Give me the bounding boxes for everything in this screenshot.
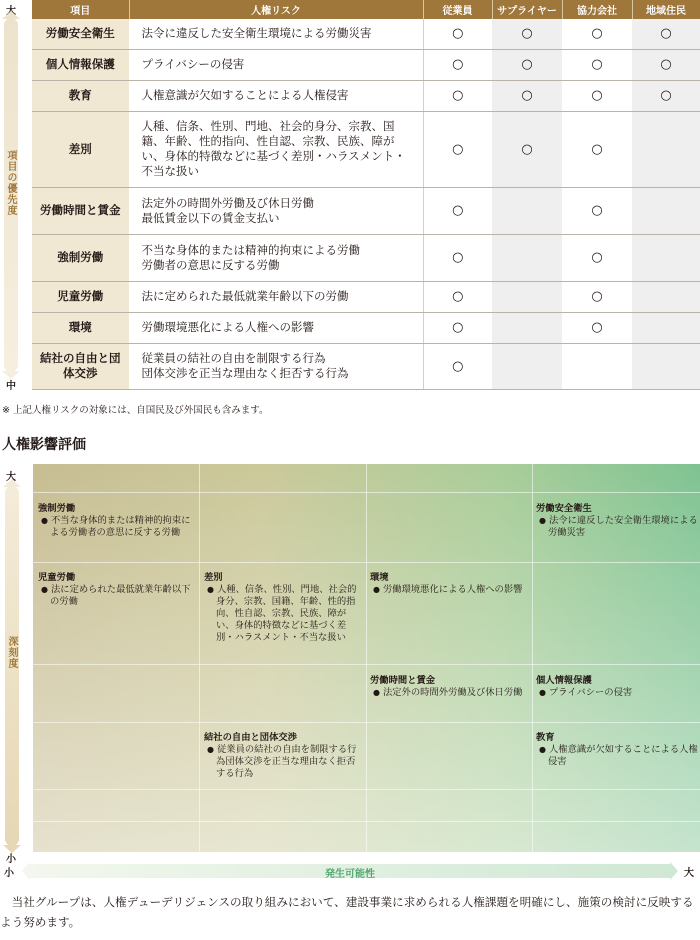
mark-employees: ○ <box>423 187 492 234</box>
matrix-cell-occupational-safety <box>536 503 698 539</box>
matrix-cell-education <box>536 732 698 768</box>
matrix-cell-forced-labor <box>38 503 198 539</box>
mark-partners: ○ <box>562 187 632 234</box>
mark-partners: ○ <box>562 234 632 281</box>
mark-suppliers: ○ <box>492 111 562 187</box>
mark-residents <box>632 111 700 187</box>
mark-residents: ○ <box>632 80 700 111</box>
risk-table-row <box>32 49 700 80</box>
matrix-cell-item: ● 労働環境悪化による人権への影響 <box>370 584 530 596</box>
impact-matrix <box>33 464 700 852</box>
priority-axis-bottom: 中 <box>6 381 16 392</box>
risk-table-row <box>32 234 700 281</box>
risk-description-line: 人権意識が欠如することによる人権侵害 <box>141 88 349 102</box>
header-category: 項目 <box>32 0 129 19</box>
risk-table-row <box>32 187 700 234</box>
risk-category: 環境 <box>32 312 129 343</box>
mark-employees: ○ <box>423 49 492 80</box>
matrix-cell-discrimination <box>204 572 364 644</box>
risk-description-line: 労働者の意思に反する労働 <box>141 257 280 272</box>
risk-description-line: 最低賃金以下の賃金支払い <box>141 210 280 225</box>
risk-description-line: 労働環境悪化による人権への影響 <box>141 320 314 334</box>
matrix-cell-item: ● 法定外の時間外労働及び休日労働 <box>370 687 530 699</box>
mark-partners: ○ <box>562 49 632 80</box>
matrix-cell-item: ● 従業員の結社の自由を制限する行為団体交渉を正当な理由なく拒否する行為 <box>204 744 364 780</box>
matrix-cell-item: ● 法令に違反した安全衛生環境による労働災害 <box>536 515 698 539</box>
matrix-cell-freedom-of-association <box>204 732 364 780</box>
mark-residents <box>632 281 700 312</box>
mark-partners: ○ <box>562 111 632 187</box>
priority-axis-label: 項目の優先度 <box>5 150 16 216</box>
mark-residents: ○ <box>632 19 700 49</box>
matrix-cell-title: 労働時間と賃金 <box>370 675 436 686</box>
priority-axis <box>0 0 22 392</box>
risk-description-line: 法令に違反した安全衛生環境による労働災害 <box>141 26 372 41</box>
mark-partners: ○ <box>562 80 632 111</box>
matrix-cell-item: ● プライバシーの侵害 <box>536 687 698 699</box>
risk-description-line: 法に定められた最低就業年齢以下の労働 <box>141 289 349 303</box>
mark-employees: ○ <box>423 111 492 187</box>
matrix-cell-title: 個人情報保護 <box>536 675 592 686</box>
likelihood-axis <box>0 858 700 888</box>
risk-description-line: 人種、信条、性別、門地、社会的身分、宗教、国籍、年齢、性的指向、性自認、宗教、民族、障がい、身体的特徴などに基づく差別・ハラスメント・不当な扱い <box>141 119 406 178</box>
header-suppliers: サプライヤー <box>492 0 562 19</box>
mark-residents <box>632 312 700 343</box>
matrix-cell-environment <box>370 572 530 596</box>
mark-employees: ○ <box>423 312 492 343</box>
risk-category: 結社の自由と団体交渉 <box>32 343 129 389</box>
likelihood-axis-bar <box>30 864 670 878</box>
mark-employees: ○ <box>423 19 492 49</box>
matrix-cell-title: 強制労働 <box>38 503 76 514</box>
severity-axis-label: 深刻度 <box>6 636 17 669</box>
mark-partners: ○ <box>562 19 632 49</box>
matrix-cell-item: ● 法に定められた最低就業年齢以下の労働 <box>38 584 198 608</box>
risk-description <box>129 312 423 343</box>
risk-description <box>129 234 423 281</box>
risk-category: 労働安全衛生 <box>32 19 129 49</box>
risk-table-row <box>32 343 700 389</box>
risk-table-row <box>32 19 700 49</box>
risk-description <box>129 343 423 389</box>
matrix-cell-item: ● 人種、信条、性別、門地、社会的身分、宗教、国籍、年齢、性的指向、性自認、宗教、民族、障がい、身体的特徴などに基づく差別・ハラスメント・不当な扱い <box>204 584 364 644</box>
mark-employees: ○ <box>423 234 492 281</box>
matrix-cell-item: ● 人権意識が欠如することによる人権侵害 <box>536 744 698 768</box>
matrix-cell-privacy <box>536 675 698 699</box>
risk-description <box>129 281 423 312</box>
risk-description-line: 従業員の結社の自由を制限する行為 <box>141 351 326 365</box>
risk-table-header <box>32 0 700 19</box>
risk-category: 個人情報保護 <box>32 49 129 80</box>
header-residents: 地域住民 <box>632 0 700 19</box>
mark-suppliers <box>492 187 562 234</box>
matrix-cell-title: 労働安全衛生 <box>536 503 592 514</box>
impact-assessment-title: 人権影響評価 <box>2 437 86 453</box>
mark-partners <box>562 343 632 389</box>
matrix-cell-title: 児童労働 <box>38 572 76 583</box>
risk-description-line: プライバシーの侵害 <box>141 57 245 71</box>
risk-category: 教育 <box>32 80 129 111</box>
risk-description <box>129 111 423 187</box>
closing-statement: 当社グループは、人権デューデリジェンスの取り組みにおいて、建設事業に求められる人権課題を明確にし、施策の検討に反映するよう努めます。 <box>0 895 694 929</box>
header-employees: 従業員 <box>423 0 492 19</box>
mark-residents <box>632 234 700 281</box>
risk-category: 強制労働 <box>32 234 129 281</box>
header-risk: 人権リスク <box>129 0 423 19</box>
mark-partners: ○ <box>562 312 632 343</box>
risk-description-line: 団体交渉を正当な理由なく拒否する行為 <box>141 366 349 380</box>
mark-suppliers: ○ <box>492 80 562 111</box>
matrix-cell-child-labor <box>38 572 198 608</box>
severity-axis-bottom: 小 <box>6 854 16 865</box>
risk-table-row <box>32 312 700 343</box>
risk-footnote: ※ 上記人権リスクの対象には、自国民及び外国民も含みます。 <box>2 405 269 416</box>
mark-residents <box>632 343 700 389</box>
risk-table-row <box>32 111 700 187</box>
mark-employees: ○ <box>423 281 492 312</box>
matrix-cell-title: 環境 <box>370 572 389 583</box>
matrix-cell-title: 教育 <box>536 732 555 743</box>
risk-description-line: 不当な身体的または精神的拘束による労働 <box>141 242 360 257</box>
risk-description-line: 法定外の時間外労働及び休日労働 <box>141 195 314 210</box>
likelihood-axis-label: 発生可能性 <box>325 869 375 880</box>
mark-suppliers: ○ <box>492 19 562 49</box>
mark-suppliers: ○ <box>492 49 562 80</box>
matrix-cell-title: 差別 <box>204 572 223 583</box>
mark-employees: ○ <box>423 80 492 111</box>
risk-description <box>129 19 423 49</box>
matrix-cell-item: ● 不当な身体的または精神的拘束による労働者の意思に反する労働 <box>38 515 198 539</box>
risk-table-row <box>32 80 700 111</box>
mark-suppliers <box>492 281 562 312</box>
mark-employees: ○ <box>423 343 492 389</box>
risk-description <box>129 80 423 111</box>
mark-residents: ○ <box>632 49 700 80</box>
risk-category: 差別 <box>32 111 129 187</box>
risk-description <box>129 187 423 234</box>
likelihood-axis-right: 大 <box>684 868 694 879</box>
mark-suppliers <box>492 312 562 343</box>
mark-partners: ○ <box>562 281 632 312</box>
risk-description <box>129 49 423 80</box>
likelihood-axis-left: 小 <box>4 868 14 879</box>
matrix-cell-working-hours <box>370 675 530 699</box>
mark-suppliers <box>492 343 562 389</box>
severity-axis-top: 大 <box>6 472 16 483</box>
mark-residents <box>632 187 700 234</box>
risk-category: 児童労働 <box>32 281 129 312</box>
risk-table-row <box>32 281 700 312</box>
severity-axis <box>0 466 22 866</box>
risk-category: 労働時間と賃金 <box>32 187 129 234</box>
mark-suppliers <box>492 234 562 281</box>
human-rights-risk-table <box>32 0 700 390</box>
matrix-cell-title: 結社の自由と団体交渉 <box>204 732 297 743</box>
header-partners: 協力会社 <box>562 0 632 19</box>
